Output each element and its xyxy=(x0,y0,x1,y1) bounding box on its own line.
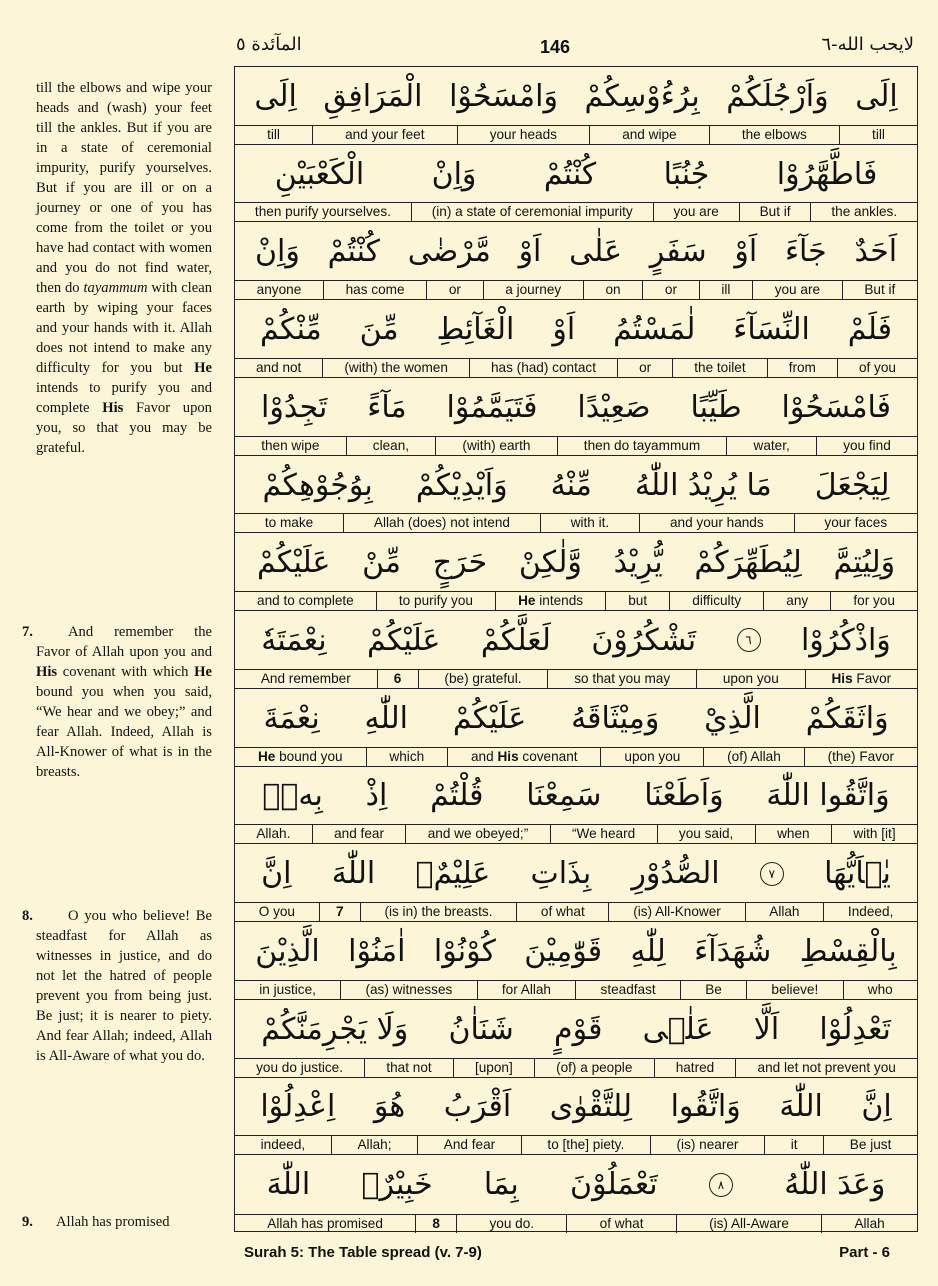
arabic-word: وَاتَّقُوا اللّٰهَ xyxy=(766,778,890,814)
gloss-cell: has come xyxy=(323,281,426,299)
arabic-word: عَلٰى xyxy=(569,234,622,270)
arabic-line xyxy=(235,767,917,826)
gloss-cell: or xyxy=(642,281,698,299)
gloss-cell: And remember xyxy=(260,670,351,686)
gloss-cell: (with) earth xyxy=(435,437,556,455)
arabic-line xyxy=(235,689,917,748)
arabic-line xyxy=(235,222,917,281)
arabic-word: شَنَاٰنُ xyxy=(448,1011,514,1047)
arabic-line xyxy=(235,300,917,359)
arabic-word: لِيُطَهِّرَكُمْ xyxy=(694,545,802,581)
arabic-word: بِمَا xyxy=(483,1167,519,1203)
gloss-cell: He bound you xyxy=(257,748,343,764)
arabic-word: كُنْتُمْ xyxy=(327,234,380,270)
gloss-line xyxy=(235,824,917,843)
gloss-cell: (of) Allah xyxy=(703,748,803,766)
gloss-cell: But if xyxy=(842,281,917,299)
arabic-word: بِذَاتِ xyxy=(530,856,592,892)
gloss-cell: you find xyxy=(816,437,917,455)
gloss-cell: then do tayammum xyxy=(557,437,727,455)
gloss-cell: And fear xyxy=(417,1136,521,1154)
arabic-word: يٰۤاَيُّهَا xyxy=(824,856,891,892)
gloss-cell: water, xyxy=(726,437,816,455)
gloss-cell: the toilet xyxy=(672,359,766,377)
verse-7-number: 7. xyxy=(22,624,33,640)
gloss-cell: believe! xyxy=(746,981,842,999)
verse-row xyxy=(235,300,917,378)
tayammum-italic: tayammum xyxy=(83,280,148,296)
verse-7-text-a: And remember the Favor of Allah upon you and xyxy=(36,624,212,660)
gloss-cell: [upon] xyxy=(453,1059,534,1077)
arabic-word: تَجِدُوْا xyxy=(261,389,328,425)
gloss-cell: but xyxy=(605,592,669,610)
arabic-word: وَاَرْجُلَكُمْ xyxy=(726,78,829,114)
gloss-cell: Allah (does) not intend xyxy=(343,514,540,532)
gloss-cell: (is) All-Knower xyxy=(608,903,744,921)
arabic-word: اِلَى xyxy=(254,78,297,114)
arabic-line xyxy=(235,533,917,592)
word-by-word-grid xyxy=(234,66,918,1232)
arabic-word: اَلَّا xyxy=(753,1011,780,1047)
arabic-word: اِنَّ xyxy=(861,1089,892,1125)
gloss-cell: Be just xyxy=(823,1136,917,1154)
verse-7-text-b: covenant with which xyxy=(62,664,189,680)
arabic-word: سَمِعْنَا xyxy=(526,778,602,814)
gloss-emphasis: He xyxy=(518,593,536,609)
gloss-cell: then wipe xyxy=(261,437,320,453)
gloss-cell: your heads xyxy=(457,126,589,144)
gloss-cell: O you xyxy=(258,904,295,920)
gloss-cell: Allah xyxy=(745,903,824,921)
arabic-word: وَلَا يَجْرِمَنَّكُمْ xyxy=(261,1011,409,1047)
gloss-line xyxy=(235,436,917,455)
arabic-word: يُّرِيْدُ xyxy=(613,545,663,581)
gloss-cell: Allah xyxy=(821,1215,917,1233)
gloss-line xyxy=(235,980,917,999)
verse-6-text-d: Favor upon you, so that you may be grateful. xyxy=(36,400,212,456)
arabic-word: اِنَّ xyxy=(261,856,292,892)
arabic-word: صَعِيْدًا xyxy=(577,389,651,425)
verse-end-marker: ٦ xyxy=(737,628,761,652)
gloss-cell: which xyxy=(366,748,448,766)
gloss-cell: to purify you xyxy=(376,592,495,610)
verse-row xyxy=(235,533,917,611)
arabic-word: وَاَيْدِيْكُمْ xyxy=(415,467,508,503)
verse-row xyxy=(235,378,917,456)
gloss-cell: “We heard xyxy=(550,825,657,843)
gloss-cell: 7 xyxy=(319,903,360,921)
arabic-line xyxy=(235,378,917,437)
gloss-cell: you do justice. xyxy=(256,1059,344,1075)
gloss-cell: His Favor xyxy=(805,670,917,688)
gloss-cell: till xyxy=(839,126,917,144)
arabic-word: وَمِيْثَاقَهُ xyxy=(571,700,660,736)
arabic-word: نِعْمَةَ xyxy=(263,700,320,736)
arabic-word: اَحَدٌ xyxy=(854,234,898,270)
gloss-cell: for you xyxy=(830,592,917,610)
gloss-cell: ill xyxy=(699,281,752,299)
verse-row xyxy=(235,67,917,145)
arabic-line xyxy=(235,145,917,204)
gloss-cell: has (had) contact xyxy=(469,359,617,377)
arabic-word: اللّٰهَ xyxy=(779,1089,823,1125)
gloss-cell: indeed, xyxy=(260,1137,306,1153)
arabic-word: بِوُجُوْهِكُمْ xyxy=(262,467,373,503)
arabic-word: الْمَرَافِقِ xyxy=(323,78,423,114)
arabic-word: تَشْكُرُوْنَ xyxy=(591,622,697,658)
gloss-cell: you do. xyxy=(456,1215,566,1233)
arabic-word: اَوْ xyxy=(734,234,758,270)
arabic-word: وَاِنْ xyxy=(431,156,477,192)
gloss-cell: you said, xyxy=(657,825,755,843)
arabic-word: عَلٰۤى xyxy=(642,1011,714,1047)
verse-row xyxy=(235,844,917,922)
gloss-cell: that not xyxy=(364,1059,453,1077)
gloss-cell: of what xyxy=(566,1215,675,1233)
arabic-word: مَا يُرِيْدُ اللّٰهُ xyxy=(634,467,772,503)
gloss-cell: with it. xyxy=(540,514,639,532)
verse-row xyxy=(235,922,917,1000)
gloss-cell: with [it] xyxy=(831,825,917,843)
gloss-cell: or xyxy=(617,359,672,377)
arabic-word: قَوّٰمِيْنَ xyxy=(524,933,603,969)
arabic-word: لِيَجْعَلَ xyxy=(814,467,890,503)
arabic-line xyxy=(235,611,917,670)
gloss-cell: or xyxy=(426,281,482,299)
gloss-cell: any xyxy=(763,592,830,610)
arabic-word: النِّسَآءَ xyxy=(733,312,810,348)
gloss-cell: you are xyxy=(653,203,739,221)
gloss-cell: and fear xyxy=(312,825,406,843)
arabic-word: اللّٰهَ xyxy=(331,856,376,892)
arabic-word: فَلَمْ xyxy=(847,312,893,348)
gloss-cell: Allah has promised xyxy=(267,1215,383,1231)
gloss-cell: anyone xyxy=(256,282,302,298)
gloss-cell: upon you xyxy=(696,670,805,688)
arabic-word: الْغَآئِطِ xyxy=(436,312,515,348)
arabic-word: وَاذْكُرُوْا xyxy=(800,622,891,658)
verse-7-text xyxy=(36,622,212,782)
verse-6-text-a: till the elbows and wipe your heads and (wash) your feet till the ankles. But if you are in a state of ceremonial impurity, purify yourselves. But if you are ill or on a journey or one of you has come from the toilet or you have had contact with women and you do not find water, then do xyxy=(36,80,212,296)
arabic-word: طَيِّبًا xyxy=(690,389,742,425)
verse-row xyxy=(235,456,917,534)
arabic-word: اِذْ xyxy=(365,778,388,814)
arabic-line xyxy=(235,1000,917,1059)
gloss-cell: and we obeyed;” xyxy=(405,825,549,843)
arabic-word: اَقْرَبُ xyxy=(443,1089,512,1125)
verse-row xyxy=(235,222,917,300)
gloss-cell: Allah; xyxy=(331,1136,417,1154)
gloss-cell: 6 xyxy=(377,670,418,688)
arabic-line xyxy=(235,456,917,515)
gloss-cell: it xyxy=(764,1136,823,1154)
arabic-word: عَلِيْمٌۢ xyxy=(415,856,491,892)
gloss-cell: (the) Favor xyxy=(804,748,917,766)
gloss-cell: (is) nearer xyxy=(650,1136,764,1154)
gloss-cell: and His covenant xyxy=(447,748,600,766)
arabic-word: مِّنَ xyxy=(359,312,399,348)
footer-surah-label: Surah 5: The Table spread (v. 7-9) xyxy=(244,1244,482,1261)
arabic-word: الَّذِيْنَ xyxy=(255,933,320,969)
arabic-word: فَتَيَمَّمُوْا xyxy=(446,389,538,425)
arabic-word: وَامْسَحُوْا xyxy=(449,78,558,114)
gloss-line xyxy=(235,358,917,377)
arabic-word: اَوْ xyxy=(518,234,542,270)
arabic-word: وَاِنْ xyxy=(254,234,300,270)
gloss-line xyxy=(235,669,917,688)
arabic-word: لٰمَسْتُمُ xyxy=(613,312,696,348)
gloss-cell: upon you xyxy=(600,748,703,766)
arabic-word: لَعَلَّكُمْ xyxy=(480,622,551,658)
gloss-cell: 8 xyxy=(415,1215,456,1233)
arabic-word: بِهٖۤ xyxy=(262,778,323,814)
gloss-cell: (with) the women xyxy=(322,359,469,377)
gloss-cell: of what xyxy=(516,903,608,921)
arabic-line xyxy=(235,922,917,981)
gloss-line xyxy=(235,1135,917,1154)
gloss-cell: difficulty xyxy=(669,592,763,610)
arabic-word: حَرَجٍ xyxy=(432,545,488,581)
arabic-word: مَآءً xyxy=(367,389,407,425)
arabic-line xyxy=(235,1155,917,1214)
gloss-cell: the ankles. xyxy=(810,203,917,221)
gloss-cell: and let not prevent you xyxy=(735,1059,917,1077)
arabic-word: نِعْمَتَهٗ xyxy=(261,622,327,658)
gloss-cell: then purify yourselves. xyxy=(254,204,391,220)
gloss-emphasis: His xyxy=(497,748,519,764)
gloss-cell: till xyxy=(267,126,280,142)
arabic-word: بِرُءُوْسِكُمْ xyxy=(584,78,700,114)
gloss-line xyxy=(235,591,917,610)
arabic-word: وَلِيُتِمَّ xyxy=(833,545,896,581)
verse-row xyxy=(235,1078,917,1156)
arabic-word: اللّٰهِ xyxy=(364,700,409,736)
gloss-line xyxy=(235,747,917,766)
gloss-line xyxy=(235,125,917,144)
gloss-cell: when xyxy=(755,825,831,843)
verse-7-he: He xyxy=(194,664,212,680)
arabic-line xyxy=(235,67,917,126)
arabic-word: مِّنْهُ xyxy=(550,467,592,503)
arabic-word: لِلّٰهِ xyxy=(630,933,666,969)
gloss-cell: hatred xyxy=(654,1059,736,1077)
gloss-cell: He intends xyxy=(495,592,605,610)
gloss-cell: to make xyxy=(264,515,314,531)
verse-6-text-c: intends to purify you and complete xyxy=(36,380,212,416)
verse-8-number: 8. xyxy=(22,908,33,924)
gloss-cell: (is) All-Aware xyxy=(676,1215,821,1233)
arabic-word: عَلَيْكُمْ xyxy=(367,622,441,658)
gloss-cell: Indeed, xyxy=(823,903,917,921)
gloss-cell: and your hands xyxy=(639,514,793,532)
arabic-word: وَّلٰكِنْ xyxy=(518,545,582,581)
gloss-cell: so that you may xyxy=(547,670,696,688)
arabic-word: عَلَيْكُمْ xyxy=(452,700,527,736)
arabic-word: وَاَطَعْنَا xyxy=(644,778,724,814)
arabic-word: عَلَيْكُمْ xyxy=(256,545,331,581)
arabic-word: اِعْدِلُوْا xyxy=(260,1089,336,1125)
header-right-title: لايحب الله-٦ xyxy=(821,34,914,55)
arabic-word: وَاثَقَكُمْ xyxy=(805,700,889,736)
verse-row xyxy=(235,145,917,223)
gloss-cell: clean, xyxy=(346,437,436,455)
gloss-line xyxy=(235,280,917,299)
verse-6-continuation xyxy=(36,78,212,458)
arabic-word: الْكَعْبَيْنِ xyxy=(274,156,365,192)
footer-part-label: Part - 6 xyxy=(839,1244,890,1261)
gloss-cell: your faces xyxy=(794,514,917,532)
verse-row xyxy=(235,611,917,689)
gloss-line xyxy=(235,202,917,221)
gloss-line xyxy=(235,1058,917,1077)
gloss-cell: and wipe xyxy=(589,126,709,144)
gloss-cell: But if xyxy=(739,203,811,221)
gloss-line xyxy=(235,513,917,532)
arabic-word: الصُّدُوْرِ xyxy=(631,856,720,892)
gloss-cell: in justice, xyxy=(259,981,316,997)
verse-7-text-c: bound you when you said, “We hear and we obey;” and fear Allah. Indeed, Allah is All-Knower of what is in the breasts. xyxy=(36,684,212,780)
gloss-cell: who xyxy=(843,981,917,999)
gloss-cell: to [the] piety. xyxy=(521,1136,650,1154)
gloss-emphasis: His xyxy=(831,670,853,686)
arabic-word: وَاتَّقُوا xyxy=(670,1089,741,1125)
gloss-cell: of you xyxy=(837,359,917,377)
gloss-cell: the elbows xyxy=(709,126,839,144)
arabic-word: اِلَى xyxy=(855,78,898,114)
verse-row xyxy=(235,1155,917,1233)
arabic-word: مِّنْ xyxy=(362,545,401,581)
gloss-cell: (of) a people xyxy=(534,1059,654,1077)
gloss-cell: and your feet xyxy=(312,126,457,144)
arabic-word: جَآءَ xyxy=(784,234,827,270)
verse-row xyxy=(235,767,917,845)
arabic-word: الَّذِيْ xyxy=(704,700,761,736)
arabic-word: هُوَ xyxy=(373,1089,406,1125)
arabic-word: قَوْمٍ xyxy=(554,1011,603,1047)
arabic-word: تَعْمَلُوْنَ xyxy=(570,1167,658,1203)
arabic-word: مِّنْكُمْ xyxy=(260,312,322,348)
gloss-cell: Be xyxy=(680,981,746,999)
gloss-cell: (in) a state of ceremonial impurity xyxy=(411,203,653,221)
gloss-cell: (be) grateful. xyxy=(418,670,548,688)
verse-8-text: O you who believe! Be steadfast for Allah as witnesses in justice, and do not let the hatred of people prevent you from being just. Be just; it is nearer to piety. And fear Allah; indeed, Allah is All-Aware of what you do. xyxy=(36,908,212,1064)
verse-9-text: Allah has promised xyxy=(56,1214,170,1230)
arabic-word: كُوْنُوْا xyxy=(433,933,496,969)
arabic-word: اَوْ xyxy=(552,312,576,348)
arabic-word: لِلتَّقْوٰى xyxy=(549,1089,633,1125)
gloss-cell: on xyxy=(583,281,642,299)
gloss-cell: a journey xyxy=(483,281,583,299)
arabic-word: تَعْدِلُوْا xyxy=(819,1011,891,1047)
gloss-cell: steadfast xyxy=(575,981,680,999)
gloss-cell: you are xyxy=(752,281,842,299)
page-number: 146 xyxy=(540,37,571,57)
arabic-line xyxy=(235,844,917,903)
arabic-word: قُلْتُمْ xyxy=(430,778,484,814)
gloss-line xyxy=(235,902,917,921)
verse-row xyxy=(235,689,917,767)
gloss-emphasis: He xyxy=(257,748,276,764)
arabic-line xyxy=(235,1078,917,1137)
arabic-word: اللّٰهَ xyxy=(266,1167,311,1203)
arabic-word: جُنُبًا xyxy=(663,156,710,192)
verse-6-his: His xyxy=(102,400,124,416)
gloss-line xyxy=(235,1214,917,1233)
verse-9-number: 9. xyxy=(22,1214,33,1230)
gloss-cell: and to complete xyxy=(257,593,354,609)
verse-7-his: His xyxy=(36,664,58,680)
arabic-word: شُهَدَآءَ xyxy=(694,933,772,969)
gloss-cell: and not xyxy=(255,359,302,375)
gloss-cell: (is in) the breasts. xyxy=(360,903,516,921)
verse-6-text-b: with clean earth by wiping your faces and your hands with it. Allah does not intend to make any difficulty for you but xyxy=(36,280,212,376)
verse-end-marker: ٧ xyxy=(760,862,784,886)
arabic-word: مَّرْضٰى xyxy=(407,234,491,270)
gloss-cell: (as) witnesses xyxy=(340,981,476,999)
verse-6-he: He xyxy=(194,360,212,376)
gloss-cell: for Allah xyxy=(477,981,576,999)
arabic-word: سَفَرٍ xyxy=(649,234,707,270)
arabic-word: فَاطَّهَّرُوْا xyxy=(776,156,878,192)
arabic-word: كُنْتُمْ xyxy=(543,156,597,192)
arabic-word: وَعَدَ اللّٰهُ xyxy=(784,1167,886,1203)
arabic-word: بِالْقِسْطِ xyxy=(799,933,897,969)
verse-end-marker: ٨ xyxy=(709,1173,733,1197)
header-left-title: المآئدة ٥ xyxy=(236,34,302,55)
verse-row xyxy=(235,1000,917,1078)
arabic-word: اٰمَنُوْا xyxy=(348,933,406,969)
gloss-cell: Allah. xyxy=(256,826,291,842)
arabic-word: خَبِيْرٌۢ xyxy=(361,1167,433,1203)
gloss-cell: from xyxy=(767,359,837,377)
arabic-word: فَامْسَحُوْا xyxy=(781,389,892,425)
